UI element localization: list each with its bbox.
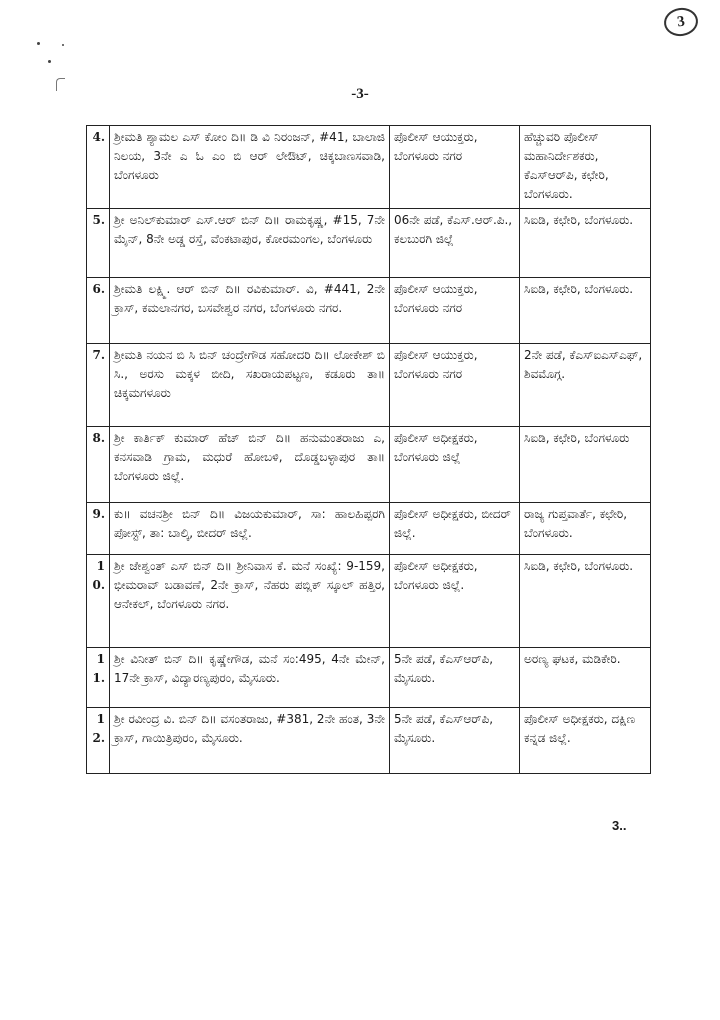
new-posting: ಸಿಐಡಿ, ಕಛೇರಿ, ಬೆಂಗಳೂರು. — [520, 209, 651, 278]
new-posting: 2ನೇ ಪಡೆ, ಕೆಎಸ್‌ಐಎಸ್‌ಎಫ್, ಶಿವಮೊಗ್ಗ. — [520, 344, 651, 427]
row-number: 4. — [87, 126, 110, 209]
current-posting: ಪೊಲೀಸ್ ಅಧೀಕ್ಷಕರು, ಬೆಂಗಳೂರು ಜಿಲ್ಲೆ. — [390, 555, 520, 648]
employee-details: ಶ್ರೀಮತಿ ಶ್ಯಾಮಲ ಎಸ್ ಕೋಂ ದಿ॥ ಡಿ ವಿ ನಿರಂಜನ್, #41, ಬಾಲಾಜಿ ನಿಲಯ, 3ನೇ ಎ ಓ ಎಂ ಬಿ ಆರ್ ಲೇಔಟ್, ಚಿಕ್ಕಬಾಣಸವಾಡಿ, ಬೆಂಗಳೂರು — [110, 126, 390, 209]
new-posting: ಸಿಐಡಿ, ಕಛೇರಿ, ಬೆಂಗಳೂರು. — [520, 555, 651, 648]
new-posting: ಪೊಲೀಸ್ ಅಧೀಕ್ಷಕರು, ದಕ್ಷಿಣ ಕನ್ನಡ ಜಿಲ್ಲೆ. — [520, 708, 651, 774]
row-number: 6. — [87, 278, 110, 344]
scan-speck — [48, 60, 51, 63]
new-posting: ಹೆಚ್ಚುವರಿ ಪೊಲೀಸ್ ಮಹಾನಿರ್ದೇಶಕರು, ಕೆಎಸ್‌ಆರ್‌ಪಿ, ಕಛೇರಿ, ಬೆಂಗಳೂರು. — [520, 126, 651, 209]
table-row — [87, 648, 651, 708]
new-posting: ಸಿಐಡಿ, ಕಛೇರಿ, ಬೆಂಗಳೂರು — [520, 427, 651, 503]
continuation-marker: 3.. — [612, 818, 627, 833]
row-number: 10. — [87, 555, 110, 648]
current-posting: ಪೊಲೀಸ್ ಅಧೀಕ್ಷಕರು, ಬೆಂಗಳೂರು ಜಿಲ್ಲೆ — [390, 427, 520, 503]
employee-details: ಶ್ರೀ ಕಾರ್ತಿಕ್ ಕುಮಾರ್ ಹೆಚ್ ಬಿನ್ ದಿ॥ ಹನುಮಂತರಾಜು ಎ, ಕನಸವಾಡಿ ಗ್ರಾಮ, ಮಧುರೆ ಹೋಬಳಿ, ದೊಡ್ಡಬಳ್ಳಾಪುರ ತಾ॥ ಬೆಂಗಳೂರು ಜಿಲ್ಲೆ. — [110, 427, 390, 503]
row-number: 9. — [87, 503, 110, 555]
row-number: 8. — [87, 427, 110, 503]
current-posting: ಪೊಲೀಸ್ ಆಯುಕ್ತರು, ಬೆಂಗಳೂರು ನಗರ — [390, 126, 520, 209]
employee-details: ಕು॥ ವಚನಶ್ರೀ ಬಿನ್ ದಿ॥ ವಿಜಯಕುಮಾರ್, ಸಾ: ಹಾಲಹಿಪ್ಪರಗಿ ಪೋಸ್ಟ್, ತಾ: ಬಾಲ್ಕಿ, ಬೀದರ್ ಜಿಲ್ಲೆ. — [110, 503, 390, 555]
current-posting: ಪೊಲೀಸ್ ಅಧೀಕ್ಷಕರು, ಬೀದರ್ ಜಿಲ್ಲೆ. — [390, 503, 520, 555]
row-number: 11. — [87, 648, 110, 708]
employee-details: ಶ್ರೀಮತಿ ಲಕ್ಷ್ಮಿ. ಆರ್ ಬಿನ್ ದಿ॥ ರವಿಕುಮಾರ್. ವಿ, #441, 2ನೇ ಕ್ರಾಸ್, ಕಮಲಾನಗರ, ಬಸವೇಶ್ವರ ನಗರ, ಬೆಂಗಳೂರು ನಗರ. — [110, 278, 390, 344]
transfer-table — [86, 125, 651, 774]
table-row — [87, 344, 651, 427]
scan-speck — [37, 42, 40, 45]
new-posting: ರಾಜ್ಯ ಗುಪ್ತವಾರ್ತೆ, ಕಛೇರಿ, ಬೆಂಗಳೂರು. — [520, 503, 651, 555]
new-posting: ಸಿಐಡಿ, ಕಛೇರಿ, ಬೆಂಗಳೂರು. — [520, 278, 651, 344]
employee-details: ಶ್ರೀ ಜೇಶ್ವಂತ್ ಎಸ್ ಬಿನ್ ದಿ॥ ಶ್ರೀನಿವಾಸ ಕೆ. ಮನೆ ಸಂಖ್ಯೆ: 9-159, ಭೀಮರಾವ್ ಬಡಾವಣೆ, 2ನೇ ಕ್ರಾಸ್, ನೆಹರು ಪಬ್ಲಿಕ್ ಸ್ಕೂಲ್ ಹತ್ತಿರ, ಆನೇಕಲ್, ಬೆಂಗಳೂರು ನಗರ. — [110, 555, 390, 648]
current-posting: 5ನೇ ಪಡೆ, ಕೆಎಸ್‌ಆರ್‌ಪಿ, ಮೈಸೂರು. — [390, 708, 520, 774]
new-posting: ಅರಣ್ಯ ಘಟಕ, ಮಡಿಕೇರಿ. — [520, 648, 651, 708]
table-row — [87, 209, 651, 278]
row-number: 7. — [87, 344, 110, 427]
table-row — [87, 708, 651, 774]
scan-speck — [62, 44, 64, 46]
current-posting: ಪೊಲೀಸ್ ಆಯುಕ್ತರು, ಬೆಂಗಳೂರು ನಗರ — [390, 278, 520, 344]
table-row — [87, 278, 651, 344]
row-number: 12. — [87, 708, 110, 774]
employee-details: ಶ್ರೀಮತಿ ನಯನ ಬಿ ಸಿ ಬಿನ್ ಚಂದ್ರೇಗೌಡ ಸಹೋದರಿ ದಿ॥ ಲೋಕೇಶ್ ಬಿ ಸಿ., ಅರಸು ಮಕ್ಕಳ ಬೀದಿ, ಸಖರಾಯಪಟ್ಟಣ, ಕಡೂರು ತಾ॥ ಚಿಕ್ಕಮಗಳೂರು — [110, 344, 390, 427]
employee-details: ಶ್ರೀ ರವೀಂದ್ರ ವಿ. ಬಿನ್ ದಿ॥ ವಸಂತರಾಜು, #381, 2ನೇ ಹಂತ, 3ನೇ ಕ್ರಾಸ್, ಗಾಯಿತ್ರಿಪುರಂ, ಮೈಸೂರು. — [110, 708, 390, 774]
table-body — [87, 126, 651, 774]
circled-page-mark: 3 — [662, 6, 700, 38]
employee-details: ಶ್ರೀ ಅನಿಲ್‌ಕುಮಾರ್ ಎಸ್.ಆರ್ ಬಿನ್ ದಿ॥ ರಾಮಕೃಷ್ಣ, #15, 7ನೇ ಮೈನ್, 8ನೇ ಅಡ್ಡ ರಸ್ತೆ, ವೆಂಕಟಾಪುರ, ಕೋರಮಂಗಲ, ಬೆಂಗಳೂರು — [110, 209, 390, 278]
current-posting: ಪೊಲೀಸ್ ಆಯುಕ್ತರು, ಬೆಂಗಳೂರು ನಗರ — [390, 344, 520, 427]
table-row — [87, 427, 651, 503]
page-number: -3- — [351, 86, 369, 102]
row-number: 5. — [87, 209, 110, 278]
table-row — [87, 555, 651, 648]
current-posting: 06ನೇ ಪಡೆ, ಕೆಎಸ್.ಆರ್.ಪಿ., ಕಲಬುರಗಿ ಜಿಲ್ಲೆ — [390, 209, 520, 278]
employee-details: ಶ್ರೀ ವಿನೀತ್ ಬಿನ್ ದಿ॥ ಕೃಷ್ಣೇಗೌಡ, ಮನೆ ಸಂ:495, 4ನೇ ಮೇನ್, 17ನೇ ಕ್ರಾಸ್, ವಿದ್ಯಾರಣ್ಯಪುರಂ, ಮೈಸೂರು. — [110, 648, 390, 708]
table-row — [87, 126, 651, 209]
current-posting: 5ನೇ ಪಡೆ, ಕೆಎಸ್‌ಆರ್‌ಪಿ, ಮೈಸೂರು. — [390, 648, 520, 708]
table-row — [87, 503, 651, 555]
